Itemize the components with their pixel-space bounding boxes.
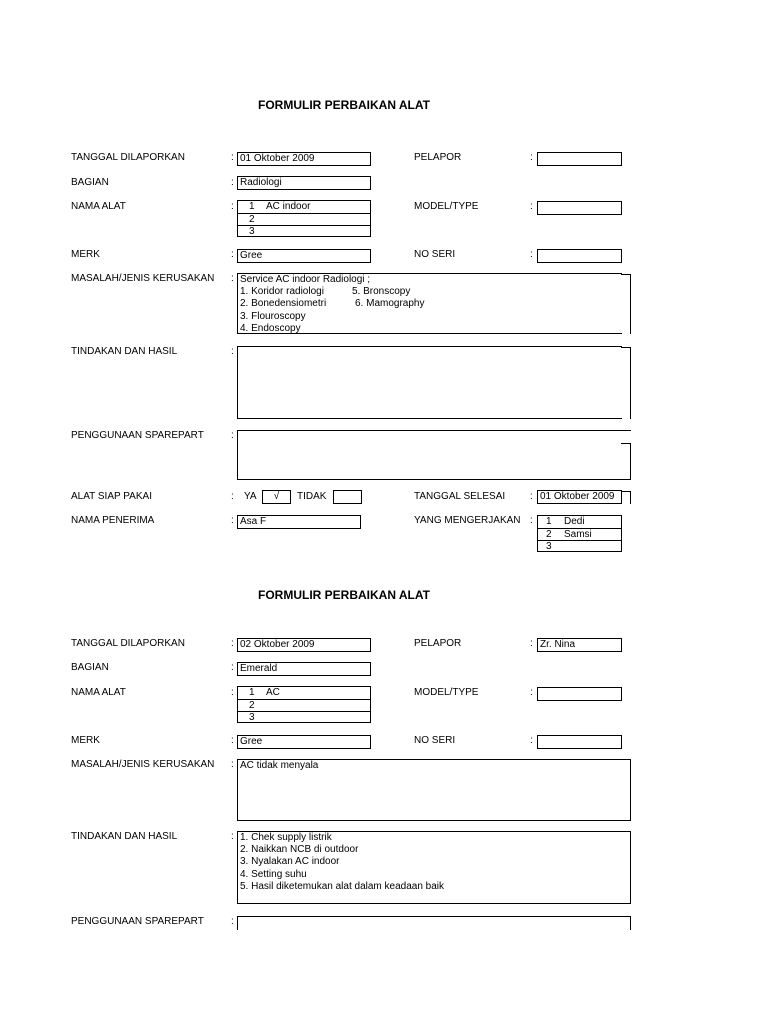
colon: :: [231, 273, 234, 284]
colon: :: [530, 687, 533, 698]
tindakan-line: 5. Hasil diketemukan alat dalam keadaan baik: [240, 880, 445, 892]
colon: :: [530, 201, 533, 212]
colon: :: [231, 201, 234, 212]
tindakan-line: 4. Setting suhu: [240, 868, 307, 880]
colon: :: [530, 515, 533, 526]
masalah-line: 6. Mamography: [355, 298, 425, 309]
list-item: [238, 699, 370, 711]
tindakan-line: 3. Nyalakan AC indoor: [240, 856, 340, 868]
colon: :: [530, 152, 533, 163]
label-alat-siap-pakai: ALAT SIAP PAKAI: [71, 491, 152, 502]
masalah-field[interactable]: [237, 759, 631, 821]
colon: :: [231, 687, 234, 698]
label-masalah: MASALAH/JENIS KERUSAKAN: [71, 759, 215, 770]
item-name: AC: [266, 687, 280, 698]
masalah-field[interactable]: [237, 273, 622, 334]
sparepart-field[interactable]: [237, 916, 631, 930]
model-type-field[interactable]: [537, 687, 622, 701]
bagian-field[interactable]: [237, 176, 371, 190]
list-item: [538, 516, 621, 528]
nama-alat-list[interactable]: [237, 200, 371, 237]
colon: :: [231, 249, 234, 260]
tindakan-line: 1. Chek supply listrik: [240, 832, 332, 843]
list-item: [538, 540, 621, 552]
item-number: 3: [249, 226, 255, 237]
no-seri-field[interactable]: [537, 735, 622, 749]
tindakan-field[interactable]: [237, 346, 622, 419]
nama-penerima-value: Asa F: [240, 516, 267, 527]
item-number: 2: [546, 529, 552, 540]
tanggal-selesai-field[interactable]: [537, 490, 622, 504]
nama-penerima-field[interactable]: [237, 515, 361, 529]
label-pelapor: PELAPOR: [414, 638, 462, 649]
item-number: 2: [249, 700, 255, 711]
sparepart-field[interactable]: [237, 430, 631, 480]
item-number: 1: [249, 201, 255, 212]
masalah-line: 1. Koridor radiologi: [240, 286, 324, 298]
colon: :: [231, 515, 234, 526]
label-merk: MERK: [71, 735, 100, 746]
tidak-checkbox[interactable]: [333, 490, 362, 504]
label-tanggal-dilaporkan: TANGGAL DILAPORKAN: [71, 152, 185, 163]
ya-checkbox[interactable]: [262, 490, 291, 504]
colon: :: [231, 916, 234, 927]
colon: :: [231, 759, 234, 770]
item-number: 1: [249, 687, 255, 698]
label-tindakan: TINDAKAN DAN HASIL: [71, 831, 178, 842]
label-sparepart: PENGGUNAAN SPAREPART: [71, 916, 204, 927]
colon: :: [530, 491, 533, 502]
masalah-line: 4. Endoscopy: [240, 322, 301, 334]
masalah-line: Service AC indoor Radiologi ;: [240, 274, 371, 285]
item-number: 2: [249, 214, 255, 225]
pelapor-field[interactable]: [537, 638, 622, 652]
tanggal-selesai-value: 01 Oktober 2009: [540, 491, 615, 502]
bagian-value: Emerald: [240, 663, 278, 674]
cell-edge-line: [630, 283, 631, 334]
colon: :: [530, 735, 533, 746]
merk-value: Gree: [240, 736, 263, 747]
tindakan-field[interactable]: [237, 831, 631, 904]
cell-edge-line: [630, 491, 631, 504]
ya-label: YA: [244, 491, 257, 502]
pelapor-value: Zr. Nina: [540, 639, 576, 650]
item-number: 3: [249, 712, 255, 723]
bagian-field[interactable]: [237, 662, 371, 676]
tidak-label: TIDAK: [297, 491, 327, 502]
colon: :: [231, 491, 234, 502]
bagian-value: Radiologi: [240, 177, 282, 188]
label-nama-alat: NAMA ALAT: [71, 687, 126, 698]
label-masalah: MASALAH/JENIS KERUSAKAN: [71, 273, 215, 284]
label-nama-alat: NAMA ALAT: [71, 201, 126, 212]
label-tindakan: TINDAKAN DAN HASIL: [71, 346, 178, 357]
label-yang-mengerjakan: YANG MENGERJAKAN: [414, 515, 521, 526]
form-title: FORMULIR PERBAIKAN ALAT: [258, 588, 430, 602]
merk-field[interactable]: [237, 735, 371, 749]
tanggal-dilaporkan-value: 01 Oktober 2009: [240, 153, 315, 164]
item-name: AC indoor: [266, 201, 311, 212]
label-tanggal-selesai: TANGGAL SELESAI: [414, 491, 506, 502]
cell-edge-mark: [621, 491, 630, 492]
colon: :: [231, 831, 234, 842]
pelapor-field[interactable]: [537, 152, 622, 166]
tindakan-line: 2. Naikkan NCB di outdoor: [240, 844, 359, 856]
item-number: 1: [546, 516, 552, 527]
colon: :: [231, 662, 234, 673]
list-item: [238, 213, 370, 225]
label-sparepart: PENGGUNAAN SPAREPART: [71, 430, 204, 441]
masalah-line: 2. Bonedensiometri: [240, 298, 327, 310]
item-name: Dedi: [564, 516, 585, 527]
list-item: [538, 528, 621, 540]
label-merk: MERK: [71, 249, 100, 260]
colon: :: [231, 177, 234, 188]
form-title: FORMULIR PERBAIKAN ALAT: [258, 98, 430, 112]
colon: :: [231, 152, 234, 163]
no-seri-field[interactable]: [537, 249, 622, 263]
cell-edge-line: [630, 356, 631, 419]
list-item: [238, 687, 370, 699]
masalah-lines: [240, 275, 370, 336]
colon: :: [231, 638, 234, 649]
masalah-value: AC tidak menyala: [240, 760, 319, 771]
colon: :: [530, 638, 533, 649]
label-pelapor: PELAPOR: [414, 152, 462, 163]
list-item: [238, 711, 370, 723]
list-item: [238, 201, 370, 213]
colon: :: [231, 735, 234, 746]
tanggal-dilaporkan-value: 02 Oktober 2009: [240, 639, 315, 650]
nama-alat-list[interactable]: [237, 686, 371, 723]
list-item: [238, 225, 370, 237]
label-nama-penerima: NAMA PENERIMA: [71, 515, 155, 526]
label-bagian: BAGIAN: [71, 662, 109, 673]
label-no-seri: NO SERI: [414, 735, 456, 746]
colon: :: [231, 430, 234, 441]
tanggal-dilaporkan-field[interactable]: [237, 638, 371, 652]
masalah-line: 5. Bronscopy: [352, 286, 411, 297]
label-no-seri: NO SERI: [414, 249, 456, 260]
yang-mengerjakan-list[interactable]: [537, 515, 622, 552]
cell-edge-line: [630, 443, 631, 480]
merk-value: Gree: [240, 250, 263, 261]
item-name: Samsi: [564, 529, 592, 540]
label-model-type: MODEL/TYPE: [414, 201, 479, 212]
label-model-type: MODEL/TYPE: [414, 687, 479, 698]
label-tanggal-dilaporkan: TANGGAL DILAPORKAN: [71, 638, 185, 649]
colon: :: [231, 346, 234, 357]
masalah-line: 3. Flouroscopy: [240, 310, 306, 322]
model-type-field[interactable]: [537, 201, 622, 215]
merk-field[interactable]: [237, 249, 371, 263]
colon: :: [530, 249, 533, 260]
item-number: 3: [546, 541, 552, 552]
tindakan-lines: [240, 833, 444, 894]
label-bagian: BAGIAN: [71, 177, 109, 188]
check-mark: √: [273, 491, 280, 502]
tanggal-dilaporkan-field[interactable]: [237, 152, 371, 166]
